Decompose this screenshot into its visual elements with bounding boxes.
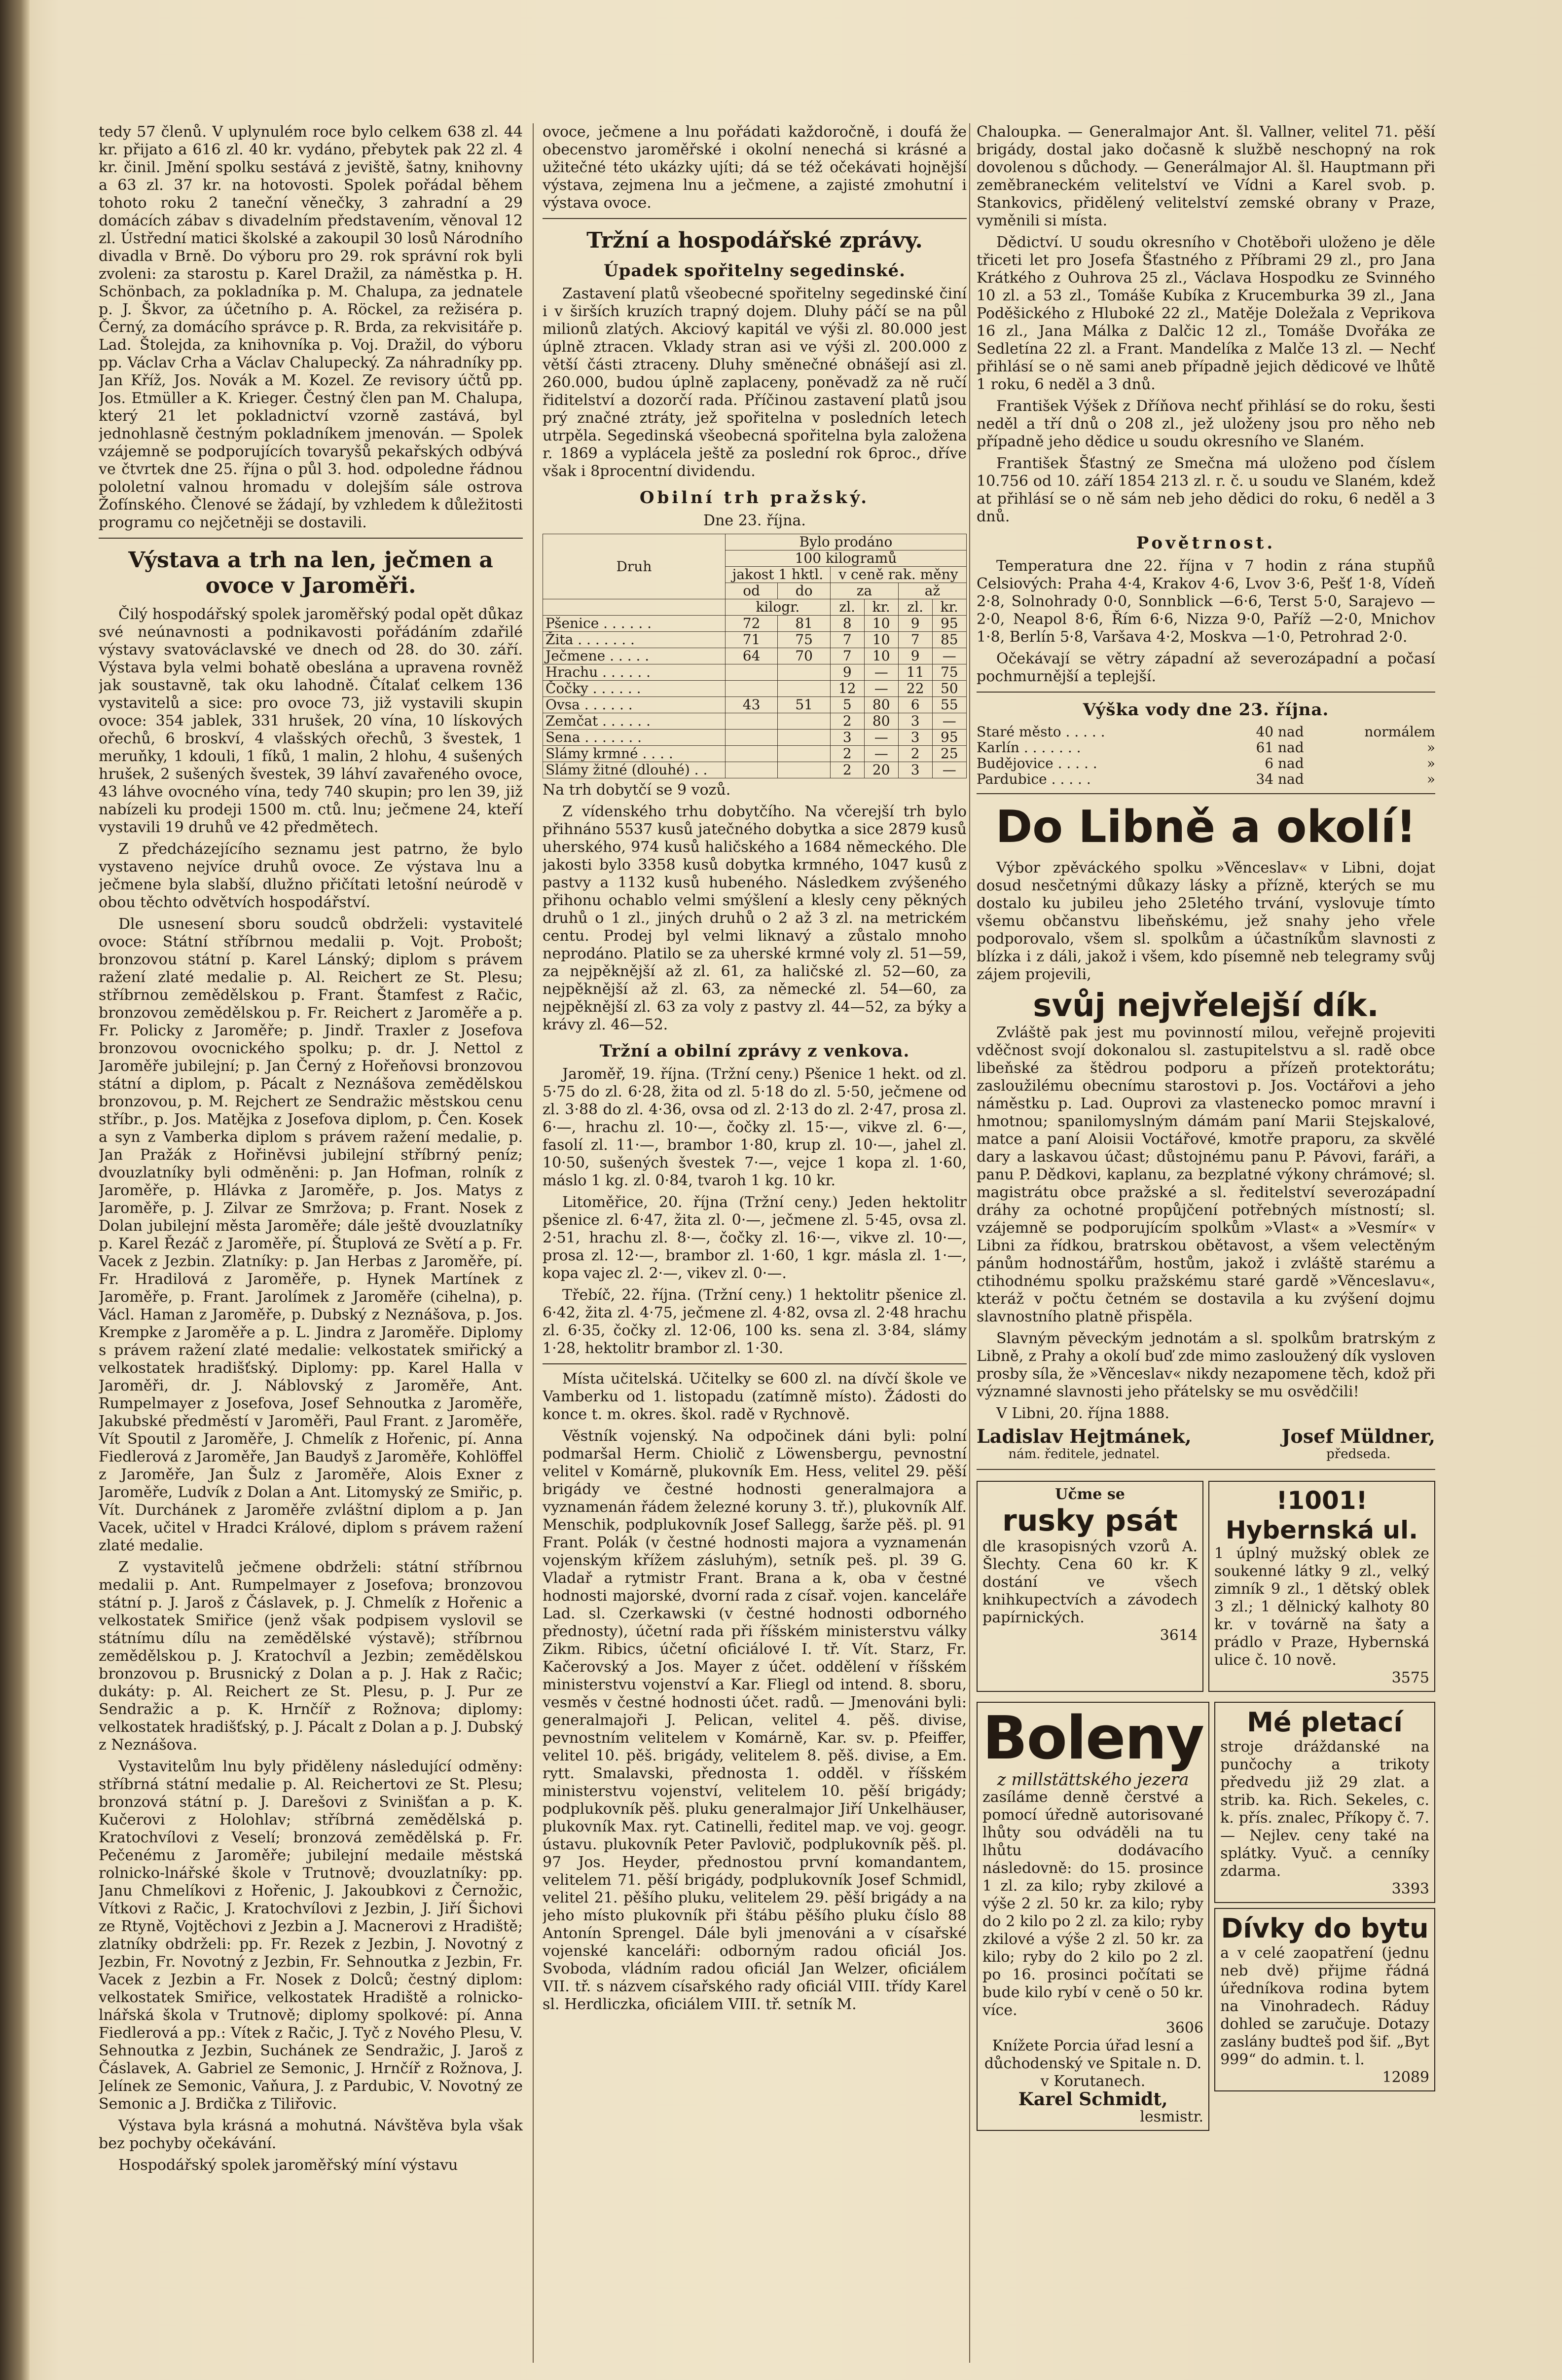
water-cell: Staré město . . . . . [977,724,1105,740]
ad-headline: rusky psát [1002,1503,1178,1538]
date-line: Dne 23. října. [703,512,806,529]
water-row [977,724,1435,740]
table-header-druh: Druh [543,534,726,599]
table-cell: 80 [864,713,898,730]
table-cell: 75 [778,632,831,648]
article-paragraph: tedy 57 členů. V uplynulém roce bylo celkem 638 zl. 44 kr. přijato a 616 zl. 40 kr. vydáno, přebytek pak 22 zl. 4 kr. činil. Jmění spolku sestává z jeviště, šatny, knihovny a 63 zl. 37 kr. na hotovosti. Spolek pořádal během tohoto roku 2 taneční věnečky, 3 zahradní a 29 domácích zábav s divadelním představením, věnoval 12 zl. Ústřední matici školské a zakoupil 30 losů Národního divadla v Brně. Do výboru pro 29. rok správní rok byli zvoleni: za starostu p. Karel Dražil, za náměstka p. H. Schönbach, za pokladníka p. M. Chalupa, za jednatele p. J. Škvor, za účetního p. A. Röckel, za režiséra p. Černý, za domácího správce p. R. Brda, za rekvisitáře p. Lad. Štolejda, za knihovníka p. Voj. Dražil, do výboru pp. Václav Crha a Václav Chalupecký. Za náhradníky pp. Jan Kříž, Jos. Novák a M. Kozel. Ze revisory účtů pp. Jos. Etmüller a K. Krieger. Čestný člen pan M. Chalupa, který 21 let pokladnictví vzorně zastává, byl jednohlasně čestným pokladníkem jmenován. — Spolek vzájemně se podporujících tovaryšů pekařských odbývá ve čtvrtek dne 25. října o půl 3. hod. odpoledne řádnou pololetní valnou hromadu v dolejším sále ostrova Žofínského. Členové se žádají, by vzhledem k důležitosti programu co nejčetněji se dostavili. [99,123,523,531]
table-row [543,616,967,632]
ads-row-2 [977,1697,1435,2136]
table-cell: 20 [864,762,898,778]
table-cell: — [864,746,898,762]
article-paragraph: Z vídenského trhu dobytčího. Na včerejší trh bylo přihnáno 5537 kusů jatečného dobytka a sice 2879 kusů uherského, 974 kusů haličského a 1684 německého. Dle jakosti bylo 3358 kusů dobytka krmného, 1047 kusů z pastvy a 1132 kusů hubeného. Následkem zvýšeného přihonu ochablo velmi smýšlení a klesly ceny pěkných druhů o 1 zl., jiných druhů o 2 až 3 zl. na metrickém centu. Prodej byl velmi liknavý a zůstalo mnoho neprodáno. Platilo se za uherské krmné voly zl. 51—59, za nejpěknější až zl. 61, za haličské zl. 52—60, za nejpěknější až zl. 63, za německé zl. 54—60, za nejpěknější zl. 63 za voly z pastvy zl. 44—52, za býky a krávy zl. 46—52. [543,803,967,1033]
ad-hybernska [1208,1481,1435,1692]
table-header-kr: kr. [864,599,898,616]
table-cell [725,762,778,778]
table-cell: 10 [864,632,898,648]
ad-text: stroje dráždanské na punčochy a trikoty předvedu již 29 zlat. a strib. ka. Rich. Sekeles, c. k. přís. znalec, Příkopy č. 7. — Nejlev. ceny také na splátky. Vyuč. a cenníky zdarma. [1220,1738,1429,1880]
ad-headline: Dívky do bytu [1221,1913,1429,1944]
table-cell: 95 [932,616,966,632]
water-cell: 34 nad [1256,771,1304,787]
table-header-kilogr: kilogr. [725,599,830,616]
table-cell [778,762,831,778]
ad-headline: Boleny [982,1704,1204,1773]
table-cell: 70 [778,648,831,664]
thanks-headline: svůj nejvřelejší dík. [1033,988,1379,1024]
article-paragraph: Z předcházejícího seznamu jest patrno, že bylo vystaveno nejvíce druhů ovoce. Ze výstava lnu a ječmene byla slabší, dlužno přičítati letošní neúrodě v obou těchto odvětvích hospodářství. [99,841,523,911]
table-header-100kg: 100 kilogramů [725,550,966,567]
headline-vystava: Výstava a trh na len, ječmen a ovoce v Jaroměři. [128,548,493,598]
table-header-zl: zl. [898,599,932,616]
signatures [977,1425,1435,1463]
table-cell: — [932,648,966,664]
table-cell [725,713,778,730]
table-cell [725,746,778,762]
signature-2: Josef Müldner, předseda. [1281,1425,1435,1462]
ad-text: a v celé zaopatření (jednu neb dvě) přijme řádná úředníkova rodina bytem na Vinohradech. Ráduy dohled se zaručuje. Dotazy zaslány budteš pod šif. „Byt 999“ do admin. t. l. [1220,1944,1429,2068]
table-cell: 3 [898,762,932,778]
table-row [543,664,967,681]
water-cell: » [1426,771,1435,787]
table-row [543,713,967,730]
ad-boleny [977,1702,1209,2131]
table-row [543,730,967,746]
table-cell: — [864,730,898,746]
divider [977,1469,1435,1470]
table-row [543,762,967,778]
table-cell: 9 [898,648,932,664]
ads-row-1 [977,1476,1435,1697]
article-paragraph: Temperatura dne 22. října v 7 hodin z rána stupňů Celsiových: Praha 4·4, Krakov 4·6, Lvov 3·6, Pešť 1·8, Vídeň 2·8, Solnohrady 0·0, Sonnblick —6·6, Terst 5·0, Sarajevo —2·0, Neapol 8·6, Řím 6·6, Nizza 9·0, Paříž —2·0, Mnichov 1·8, Berlín 5·8, Varšava 4·2, Moskva —1·0, Petrohrad 2·0. [977,557,1435,646]
ad-headline: !1001! Hybernská ul. [1225,1486,1418,1544]
table-row [543,632,967,648]
table-header-jakost: jakost 1 hktl. [725,567,830,583]
subheadline-upadek: Úpadek spořitelny segedinské. [604,261,906,281]
table-cell: — [864,681,898,697]
table-cell: 3 [898,713,932,730]
table-cell-label: Ovsa . . . . . . [543,697,726,713]
ad-text: dle krasopisných vzorů A. Šlechty. Cena 60 kr. K dostání ve všech knihkupectvích a závodech papírnických. [982,1538,1198,1626]
ad-number: 3606 [1165,2019,1204,2037]
table-cell: 50 [932,681,966,697]
table-header-zl: zl. [830,599,864,616]
ad-subtitle: z millstättského jezera [997,1770,1189,1790]
article-paragraph: Zvláště pak jest mu povinností milou, veřejně projeviti vděčnost svojí dokonalou sl. zastupitelstvu a sl. radě obce libeňské za štědrou podporu a přízeň protektorátu; zasloužilému obecnímu starostovi p. Jos. Voctářovi a jeho náměstku p. Lad. Ouprovi za vlastenecko pomoc mravní i hmotnou; spanilomyslným dámám paní Marii Stejskalové, matce a paní Aloisii Voctářové, kmotře praporu, za skvělé dary a laskavou účast; důstojnému panu P. Pávovi, faráři, a panu P. Dědkovi, kaplanu, za bezplatné výkony chrámové; sl. magistrátu obce pražské a sl. ředitelství severozápadní dráhy za ochotné propůjčení potřebných místností; sl. vzájemně se podporujícím spolkům »Vlast« a »Vesmír« v Libni za řídkou, bratrskou obětavost, a všem velectěným pánům hodnostářům, hostům, jakož i zvláště starému a ctihodnému spolku pražskému staré gardě »Věnceslavu«, kteráž v počtu četném se dostavila a ku zvýšení dojmu slavnostního platně přispěla. [977,1024,1435,1325]
table-cell: 2 [830,746,864,762]
table-cell: 75 [932,664,966,681]
table-cell: 3 [830,730,864,746]
article-paragraph: Na trh dobytčí se 9 vozů. [543,781,731,799]
table-header-az: až [898,583,966,599]
column-1 [99,123,523,2373]
table-header-cene: v ceně rak. měny [830,567,966,583]
water-cell: Pardubice . . . . . [977,771,1091,787]
table-cell [778,713,831,730]
table-cell: 55 [932,697,966,713]
table-header-za: za [830,583,898,599]
table-cell: 7 [830,632,864,648]
water-cell: normálem [1364,724,1435,740]
article-paragraph: Slavným pěveckým jednotám a sl. spolkům bratrským z Libně, z Prahy a okolí buď zde mimo zasloužený dík vysloven prosby síla, že »Věnceslav« nikdy nezapomene těch, kdož při významné slavnosti jeho přátelsky se mu osvědčili! [977,1330,1435,1400]
water-cell: » [1426,755,1435,771]
table-cell: — [864,664,898,681]
subheadline-obilni: Obilní trh pražský. [639,488,870,508]
table-cell: 2 [830,762,864,778]
ad-title: Učme se [1055,1486,1125,1503]
table-cell: 2 [830,713,864,730]
article-paragraph: Věstník vojenský. Na odpočinek dáni byli: polní podmaršal Herm. Chiolič z Löwensbergu, pevnostní velitel v Komárně, plukovník Em. Hess, velitel 29. pěší brigády ve čestné hodnosti generalmajora a vyznamenán řádem železné koruny 3. tř.), plukovník Alf. Menschik, podplukovník Josef Sallegg, šarže pěš. pl. 91 Frant. Polák (v čestné hodnosti majora a vyznamenán vojenským křížem zásluhým), setník peš. pl. 39 G. Vladař a rytmistr Frant. Brana a k, oba v čestné hodnosti majorské, dvorní rada z císař. vojen. kanceláře Lad. sl. Czerkawski (v čestné hodnosti odborného přednosty), účetní rada při říšském ministerstvu války Zikm. Ribics, účetní oficiálové I. tř. Vít. Starz, Fr. Kačerovský a Jos. Mayer z účet. oddělení v říšském ministerstvu vojenství a Kar. Fliegl od intend. 8. sboru, vesměs v čestné hodnosti účet. radů. — Jmenováni byli: generalmajoři J. Pelican, velitel 4. pěš. divise, pevnostním velitelem v Komárně, Kar. sv. p. Pfeiffer, velitel 10. pěš. brigády, velitelem 8. pěš. divise, a Em. rytt. Smalavski, přednosta 1. odděl. v říšském ministerstvu vojenství, velitelem 10. pěší brigády; podplukovník pěš. pluku generalmajor Jiří Unkelhäuser, plukovník Max. ryt. Catinelli, ředitel map. ve voj. geogr. ústavu. plukovník Peter Pavlovič, podplukovník pěš. pl. 97 Jos. Heyder, přednostou první komandantem, velitelem 71. pěší brigády, podplukovník Josef Schmidl, velitel 21. pěšího pluku, velitelem 29. pěší brigády a na jeho místo plukovník při štábu pěšího pluku číslo 88 Antonín Sprengel. Dále byli jmenováni a v císařské vojenské kanceláři: odborným radou oficiál Jos. Svoboda, vládním radou oficiál Jan Welzer, oficiálem VII. tř. s názvem císařského rady oficiál VIII. třídy Karel sl. Herdliczka, oficiálem VIII. tř. setník M. [543,1428,967,2013]
ad-name: Karel Schmidt, [1018,2089,1168,2110]
water-cell: Budějovice . . . . . [977,755,1097,771]
grain-price-table [543,534,967,778]
table-cell [725,664,778,681]
article-paragraph: Dědictví. U soudu okresního v Chotěboři uloženo je děle třiceti let pro Josefa Šťastného z Příbrami 29 zl., pro Jana Krátkého z Ouhrova 25 zl., Václava Hospodku ze Svinného 10 zl. a 53 zl., Tomáše Kubíka z Krucemburka 39 zl., Jana Poděšického z Hluboké 22 zl., Matěje Doležala z Veprikova 16 zl., Jana Málka z Dalčic 12 zl., Tomáše Dvořáka ze Sedletína 22 zl. a Frant. Mandelíka z Malče 13 zl. — Nechť přihlásí se o ně sami aneb případně jejich dědicové ve lhůtě 1 roku, 6 neděl a 3 dnů. [977,234,1435,393]
libne-headline: Do Libně a okolí! [995,801,1417,853]
column-rule [533,123,534,2363]
article-paragraph: Zastavení platů všeobecné spořitelny segedinské činí i v širších kruzích trapný dojem. Dluhy páčí se na půl milionů zlatých. Akciový kapitál ve výši zl. 80.000 jest úplně ztracen. Vklady stran asi ve výši zl. 200.000 z větší části ztraceny. Dluhy směnečné obnášejí asi zl. 260.000, budou úplně zaplaceny, poněvadž za ně ručí řiditelství a dozorčí rada. Příčinou zastavení platů jsou prý značné ztráty, jež spořitelna v posledních letech utrpěla. Segedinská všeobecná spořitelna byla založena r. 1869 a vyplácela ještě za poslední rok 6proc., dříve však i 8procentní dividendu. [543,285,967,480]
water-cell: 61 nad [1256,739,1304,756]
water-level-table [977,724,1435,787]
table-row [543,681,967,697]
table-cell-label: Zemčat . . . . . . [543,713,726,730]
article-paragraph: František Výšek z Dříňova nechť přihlásí se do roku, šesti neděl a tří dnů o 208 zl., jež uloženy jsou pro něho neb případně jeho dědice u soudu okresního ve Slaném. [977,398,1435,450]
table-cell: 72 [725,616,778,632]
table-row [543,697,967,713]
table-cell: 8 [830,616,864,632]
table-cell [778,746,831,762]
table-cell: 85 [932,632,966,648]
article-paragraph: Čilý hospodářský spolek jaroměřský podal opět důkaz své neúnavnosti a podnikavosti pořádáním zdařilé výstavy svatováclavské ve dnech od 28. do 30. září. Výstava byla velmi bohatě obeslána a upravena rovněž jak soustavně, tak oku lahodně. Čítalať celkem 136 vystavitelů a sice: pro ovoce 73, již vystavili skupin ovoce: 354 jablek, 331 hrušek, 20 vína, 10 lískových ořechů, 6 broskví, 4 vlašských ořechů, 3 švestek, 1 meruňky, 1 kdouli, 1 fíků, 1 malin, 2 hlohu, 4 sušených hrušek, 2 sušených švestek, 39 láhví zavařeného ovoce, 43 láhve ovocného vína, tedy 740 skupin; pro len 39, již nabízeli ku prodeji 1500 m. ctů. lnu; ječmene 24, kteří vystavili 19 druhů ve 42 předmětech. [99,606,523,836]
column-2 [543,123,967,2373]
headline-trzni: Tržní a hospodářské zprávy. [586,228,923,253]
table-cell: 3 [898,730,932,746]
table-cell [778,664,831,681]
article-paragraph: Výstava byla krásná a mohutná. Návštěva byla však bez pochyby očekávání. [99,2117,523,2152]
table-cell: 9 [898,616,932,632]
table-cell: 51 [778,697,831,713]
table-row [543,648,967,664]
subheadline-povetrnost: Povětrnost. [1136,533,1276,553]
table-cell-label: Slámy žitné (dlouhé) . . [543,762,726,778]
divider [543,1363,967,1364]
table-header-od: od [725,583,778,599]
ad-signature: Knížete Porcia úřad lesní a důchodenský ve Spitale n. D. v Korutanech. [984,2037,1202,2090]
table-cell: 71 [725,632,778,648]
table-cell: 81 [778,616,831,632]
article-paragraph: Výbor zpěváckého spolku »Věnceslav« v Libni, dojat dosud nesčetnými důkazy lásky a přízně, kterých se mu dostalo ku jubileu jeho 25letého trvání, vyslovuje tímto všemu občanstvu libeňskému, jež snahy jeho vřele podporovalo, všem sl. spolkům a účastníkům slavnosti z blízka i z dáli, jakož i všem, kdo písemně neb telegramy svůj zájem projevili, [977,859,1435,983]
ad-number: 12089 [1382,2069,1429,2086]
column-rule [969,123,970,2363]
table-cell: 9 [830,664,864,681]
ad-divky [1214,1908,1435,2091]
article-paragraph: Očekávají se větry západní až severozápadní a počasí pochmurnější a teplejší. [977,650,1435,685]
article-paragraph: Chaloupka. — Generalmajor Ant. šl. Vallner, velitel 71. pěší brigády, dostal jako dočasně k službě neschopný na rok dovolenou s důchody. — Generálmajor Al. šl. Hauptmann při zeměbraneckém velitelství ve Vídni a Karel svob. p. Stankovics, přidělený velitelství zemské obrany v Praze, vyměnili si místa. [977,123,1435,229]
article-paragraph: Místa učitelská. Učitelky se 600 zl. na dívčí škole ve Vamberku od 1. listopadu (zatímně místo). Žádosti do konce t. m. okres. škol. radě v Rychnově. [543,1370,967,1423]
divider [977,692,1435,693]
table-cell-label: Ječmene . . . . . [543,648,726,664]
ad-role: lesmistr. [1140,2108,1204,2125]
table-cell: 95 [932,730,966,746]
water-cell: » [1426,739,1435,756]
water-row [977,740,1435,756]
table-cell: 7 [830,648,864,664]
table-cell-label: Hrachu . . . . . . [543,664,726,681]
ad-text: zasíláme denně čerstvé a pomocí úředně autorisované lhůty sou odváděli na tu lhůtu dodávacího následovně: do 15. prosince 1 zl. za kilo; ryby zkilové a výše 2 zl. 50 kr. za kilo; ryby do 2 kilo po 2 zl. za kilo; ryby zkilové a výše 2 zl. 50 kr. za kilo; ryby do 2 kilo po 2 zl. po 16. prosinci počítati se bude kilo rybí v ceně o 50 kr. více. [982,1789,1204,2019]
water-cell: 6 nad [1265,755,1304,771]
water-row [977,771,1435,787]
table-cell-label: Žita . . . . . . . [543,632,726,648]
ad-text: 1 úplný mužský oblek ze soukenné látky 9 zl., velký zimník 9 zl., 1 dětský oblek 3 zl.; 1 dělnický kalhoty 80 kr. v továrně na šaty a prádlo v Praze, Hybernská ulice č. 10 nově. [1214,1545,1429,1669]
ad-rusky-psat [977,1481,1203,1692]
ad-headline: Mé pletací [1247,1707,1403,1738]
table-cell: 7 [898,632,932,648]
table-cell: 43 [725,697,778,713]
table-header-do: do [778,583,831,599]
article-paragraph: František Šťastný ze Smečna má uloženo pod číslem 10.756 od 10. září 1854 213 zl. r. č. u soudu ve Slaném, kdež at přihlásí se o ně sám neb jeho dědici do roku, 6 neděl a 3 dnů. [977,455,1435,525]
table-cell: 25 [932,746,966,762]
table-cell [778,730,831,746]
table-cell: 11 [898,664,932,681]
book-binding-edge [0,0,30,2380]
table-cell-label: Pšenice . . . . . . [543,616,726,632]
table-cell [725,730,778,746]
subheadline-venkov: Tržní a obilní zprávy z venkova. [599,1041,910,1061]
table-cell: 22 [898,681,932,697]
article-paragraph: Jaroměř, 19. října. (Tržní ceny.) Pšenice 1 hekt. od zl. 5·75 do zl. 6·28, žita od zl. 5·18 do zl. 5·50, ječmene od zl. 3·88 do zl. 4·36, ovsa od zl. 2·13 do zl. 2·47, prosa zl. 6·—, hrachu zl. 10·—, čočky zl. 15·—, vikve zl. 6·—, fasolí zl. 11·—, brambor 1·80, krup zl. 10·—, jahel zl. 10·50, sušených švestek 7·—, vejce 1 kopa zl. 1·60, máslo 1 kg. zl. 0·84, tvaroh 1 kg. 10 kr. [543,1065,967,1189]
ads-stack [1214,1697,1435,2136]
divider [543,218,967,219]
subheadline-voda: Výška vody dne 23. října. [1083,700,1329,720]
table-header-kr: kr. [932,599,966,616]
column-3 [977,123,1435,2373]
table-cell: — [932,713,966,730]
date-line: V Libni, 20. října 1888. [996,1405,1170,1422]
water-cell: Karlín . . . . . . . [977,739,1081,756]
signature-1: Ladislav Hejtmánek, nám. ředitele, jednatel. [977,1425,1192,1462]
article-paragraph: Litoměřice, 20. října (Tržní ceny.) Jeden hektolitr pšenice zl. 6·47, žita zl. 0·—, ječmene zl. 5·45, ovsa zl. 2·51, hrachu zl. 8·—, čočky zl. 16·—, vikve zl. 10·—, prosa zl. 12·—, brambor zl. 1·60, 1 kgr. másla zl. 1·—, kopa vajec zl. 2·—, vikev zl. 0·—. [543,1194,967,1282]
article-paragraph: Vystavitelům lnu byly přiděleny následující odměny: stříbrná státní medalie p. Al. Reichertovi ze St. Plesu; bronzová státní p. J. Darešovi z Svinišťan a p. K. Kučerovi z Holohlav; stříbrná zemědělská p. Kratochvílovi z Veselí; bronzová zemědělská p. Fr. Pečenému z Jaroměře; jubilejní medaile městská rolnicko-lnářské škole v Trutnově; dvouzlatníky: pp. Janu Chmelíkovi z Hořenic, J. Jakoubkovi z Černožic, Vítkovi z Račic, J. Kratochvílovi z Jezbin, J. Jiří Šichovi ze Rtyně, Vojtěchovi z Jezbin a J. Macnerovi z Hradiště; zlatníky obdrželi: pp. Fr. Rezek z Jezbin, J. Novotný z Jezbin, Fr. Novotný z Jezbin, Fr. Sehnoutka z Jezbin, Fr. Vacek z Jezbin a Fr. Nosek z Dolců; čestný diplom: velkostatek Smiřice, velkostatek Hradiště a rolnicko-lnářská škola v Trutnově; diplomy spolkové: pí. Anna Fiedlerová a pp.: Vítek z Račic, J. Tyč z Nového Plesu, V. Sehnoutka z Jezbin, Suchánek ze Sendražic, J. Jaroš z Čáslavek, A. Gabriel ze Semonic, J. Hrnčíř z Rožnova, J. Jelínek ze Semonic, Vaňura, J. z Pardubic, V. Novotný ze Semonic a J. Brdička z Tiliřovic. [99,1758,523,2113]
table-cell: 2 [898,746,932,762]
table-cell: 6 [898,697,932,713]
article-paragraph: Hospodářský spolek jaroměřský míní výstavu [118,2157,458,2174]
table-cell: 10 [864,616,898,632]
ad-pletaci [1214,1702,1435,1903]
article-paragraph: Třebíč, 22. října. (Tržní ceny.) 1 hektolitr pšenice zl. 6·42, žita zl. 4·75, ječmene zl. 4·82, ovsa zl. 2·48 hrachu zl. 6·35, čočky zl. 12·06, 100 ks. sena zl. 3·84, slámy 1·28, hektolitr brambor zl. 1·30. [543,1286,967,1357]
table-cell: 12 [830,681,864,697]
water-cell: 40 nad [1256,724,1304,740]
table-row [543,746,967,762]
table-cell: — [932,762,966,778]
divider [99,538,523,539]
article-paragraph: ovoce, ječmene a lnu pořádati každoročně, i doufá že obecenstvo jaroměřské i okolní nenechá si krásné a užitečné této ukázky ujíti; dá se též očekávati hojnější výstava, zejmena lnu a ječmene, a zajisté zmohutní i výstava ovoce. [543,123,967,212]
table-cell: 10 [864,648,898,664]
table-cell: 5 [830,697,864,713]
table-header-prodano: Bylo prodáno [725,534,966,550]
ad-number: 3393 [1391,1880,1429,1898]
table-cell-label: Sena . . . . . . . [543,730,726,746]
table-cell: 64 [725,648,778,664]
ad-number: 3575 [1391,1669,1429,1686]
article-paragraph: Dle usnesení sboru soudců obdrželi: vystavitelé ovoce: Státní stříbrnou medalii p. Vojt. Probošt; bronzovou státní p. Karel Lánský; diplom s právem ražení zlaté medalie p. Al. Reichert ze St. Plesu; stříbrnou zemědělskou p. Frant. Štamfest z Račic, bronzovou zemědělskou p. Fr. Reichert z Jaroměře a p. Fr. Policky z Jaroměře; p. Jindř. Traxler z Josefova bronzovou ovocnického spolku; p. dr. J. Nettol z Jaroměře jubilejní; p. Jan Černý z Hořeňovsi bronzovou státní a diplom, p. Pácalt z Neznášova zemědělskou bronzovou, p. M. Rejchert ze Sendražic městskou cenu stříbr., p. Jos. Matějka z Josefova diplom, p. Čen. Kosek a syn z Vamberka diplom s právem ražení medalie, p. Jan Pražák z Hořiněvsi jubilejní stříbrný peníz; dvouzlatníky byli odměněni: p. Jan Hofman, rolník z Jaroměře, p. Hlávka z Jaroměře, p. Jos. Matys z Jaroměře, p. J. Zilvar ze Smržova; p. Frant. Nosek z Dolan jubilejní města Jaroměře; dále ještě dvouzlatníky p. Karel Řezáč z Jaroměře, pí. Štuplová ze Světí a p. Fr. Vacek z Jezbin. Zlatníky: p. Jan Herbas z Jaroměře, pí. Fr. Hradilová z Jaroměře, p. Hynek Martínek z Jaroměře, p. Frant. Jarolímek z Jaroměře (cihelna), p. Václ. Haman z Jaroměře, p. Dubský z Neznášova, p. Jos. Krempke z Jaroměře a p. L. Jindra z Jaroměře. Diplomy s právem ražení zlaté medalie: velkostatek smiřický a velkostatek hradišťský. Diplomy: pp. Karel Halla v Jaroměři, dr. J. Náblovský z Jaroměře, Ant. Rumpelmayer z Josefova, Josef Sehnoutka z Jaroměře, Jakubské předměstí v Jaroměři, Paul Frant. z Jaroměře, Vít Spoutil z Jaroměře, J. Chmelík z Hořenic, pí. Anna Fiedlerová z Jaroměře, Jan Baudyš z Jaroměře, Kohlöffel z Jaroměře, Jan Šulz z Jaroměře, Alois Exner z Jaroměře, Ludvík z Dolan a Ant. Litomyský ze Smiřic, p. Vít. Durchánek z Jaroměře zvláštní diplom a p. Jan Vacek, učitel v Hradci Králové, diplom s právem ražení zlaté medalie. [99,915,523,1554]
table-cell [778,681,831,697]
table-cell: 80 [864,697,898,713]
water-row [977,756,1435,771]
table-cell-label: Čočky . . . . . . [543,681,726,697]
article-paragraph: Z vystavitelů ječmene obdrželi: státní stříbrnou medalii p. Ant. Rumpelmayer z Josefova; bronzovou státní p. J. Jaroš z Čáslavek, p. J. Chmelík z Hořenic a velkostatek Smiřice (jenž však podpisem vyslovil se státnímu dílu na zemědělské výstavě); stříbrnou zemědělskou p. J. Kratochvíl a Jezbin; zemědělskou bronzovou p. Brusnický z Dolan a p. J. Hak z Račic; dukáty: p. Al. Reichert ze St. Plesu, p. J. Pur ze Sendražic a p. K. Hrnčíř z Rožnova; diplomy: velkostatek hradišťský, p. J. Pácalt z Dolan a p. J. Dubský z Neznášova. [99,1559,523,1754]
table-cell-label: Slámy krmné . . . . [543,746,726,762]
table-cell [725,681,778,697]
ad-number: 3614 [1160,1627,1198,1644]
divider [977,793,1435,794]
